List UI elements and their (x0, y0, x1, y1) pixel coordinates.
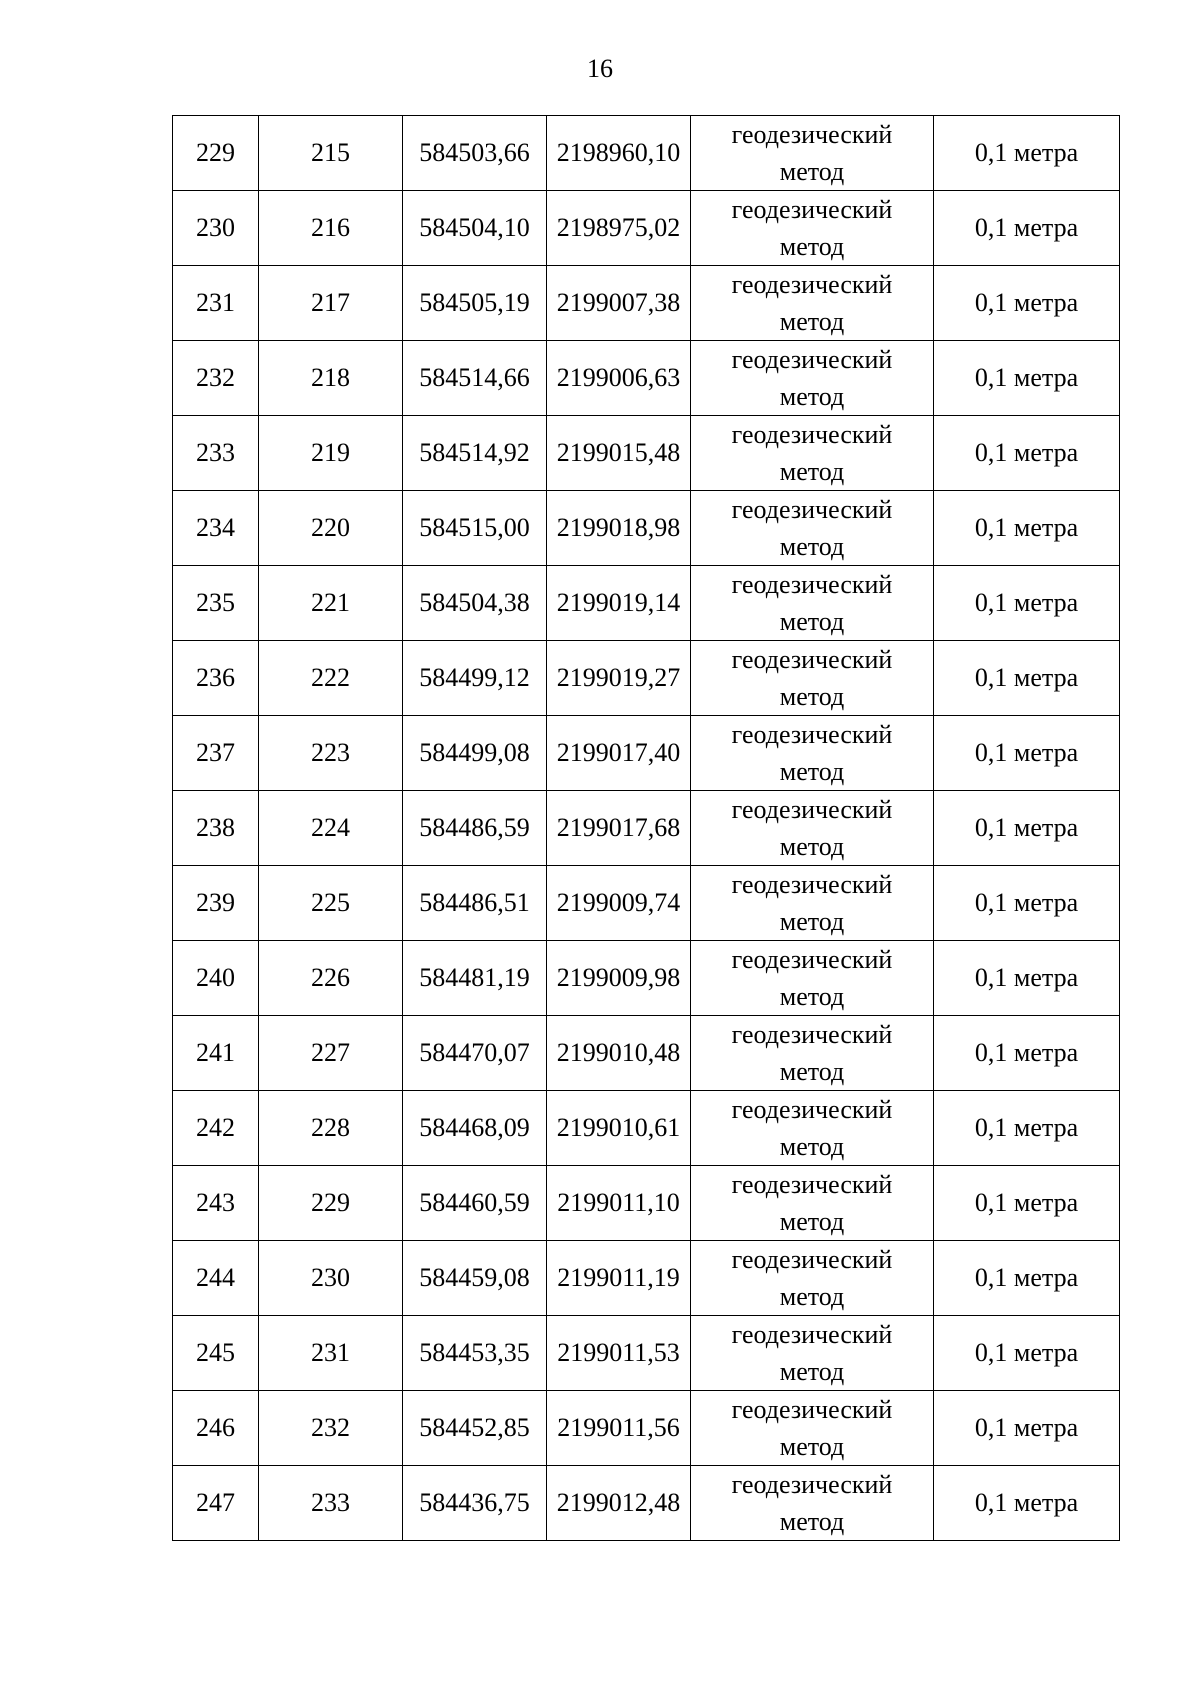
accuracy-cell: 0,1 метра (934, 641, 1120, 716)
x-coordinate-cell: 584468,09 (403, 1091, 547, 1166)
method-line-1: геодезический (731, 420, 893, 449)
method-line-1: геодезический (731, 870, 893, 899)
table-row (173, 566, 1120, 641)
y-coordinate-cell: 2199012,48 (547, 1466, 691, 1541)
table-row (173, 341, 1120, 416)
table-row (173, 416, 1120, 491)
accuracy-cell: 0,1 метра (934, 191, 1120, 266)
method-line-1: геодезический (731, 1320, 893, 1349)
method-cell (691, 1391, 934, 1466)
x-coordinate-cell: 584459,08 (403, 1241, 547, 1316)
point-number-cell: 218 (259, 341, 403, 416)
method-cell (691, 1016, 934, 1091)
x-coordinate-cell: 584486,51 (403, 866, 547, 941)
point-number-cell: 227 (259, 1016, 403, 1091)
y-coordinate-cell: 2199019,14 (547, 566, 691, 641)
table-row (173, 1091, 1120, 1166)
method-cell (691, 341, 934, 416)
accuracy-cell: 0,1 метра (934, 1241, 1120, 1316)
method-cell (691, 941, 934, 1016)
method-line-1: геодезический (731, 120, 893, 149)
method-cell (691, 116, 934, 191)
table-row (173, 266, 1120, 341)
row-number-cell: 231 (173, 266, 259, 341)
method-line-2: метод (779, 682, 845, 711)
method-cell (691, 266, 934, 341)
method-cell (691, 566, 934, 641)
point-number-cell: 223 (259, 716, 403, 791)
accuracy-cell: 0,1 метра (934, 1466, 1120, 1541)
table-row (173, 1016, 1120, 1091)
point-number-cell: 219 (259, 416, 403, 491)
x-coordinate-cell: 584503,66 (403, 116, 547, 191)
method-line-2: метод (779, 1507, 845, 1536)
method-line-2: метод (779, 532, 845, 561)
x-coordinate-cell: 584481,19 (403, 941, 547, 1016)
method-line-2: метод (779, 607, 845, 636)
row-number-cell: 240 (173, 941, 259, 1016)
point-number-cell: 216 (259, 191, 403, 266)
x-coordinate-cell: 584504,10 (403, 191, 547, 266)
method-line-2: метод (779, 1207, 845, 1236)
table-row (173, 1241, 1120, 1316)
point-number-cell: 215 (259, 116, 403, 191)
accuracy-cell: 0,1 метра (934, 1166, 1120, 1241)
method-cell (691, 1241, 934, 1316)
point-number-cell: 222 (259, 641, 403, 716)
method-cell (691, 1091, 934, 1166)
point-number-cell: 232 (259, 1391, 403, 1466)
row-number-cell: 246 (173, 1391, 259, 1466)
method-line-2: метод (779, 907, 845, 936)
x-coordinate-cell: 584504,38 (403, 566, 547, 641)
table-row (173, 716, 1120, 791)
table-row (173, 1466, 1120, 1541)
method-line-2: метод (779, 1282, 845, 1311)
row-number-cell: 235 (173, 566, 259, 641)
row-number-cell: 232 (173, 341, 259, 416)
method-cell (691, 191, 934, 266)
method-line-2: метод (779, 1132, 845, 1161)
accuracy-cell: 0,1 метра (934, 1316, 1120, 1391)
row-number-cell: 241 (173, 1016, 259, 1091)
accuracy-cell: 0,1 метра (934, 341, 1120, 416)
x-coordinate-cell: 584436,75 (403, 1466, 547, 1541)
accuracy-cell: 0,1 метра (934, 416, 1120, 491)
coordinates-table (172, 115, 1120, 1541)
row-number-cell: 242 (173, 1091, 259, 1166)
method-line-1: геодезический (731, 720, 893, 749)
row-number-cell: 237 (173, 716, 259, 791)
row-number-cell: 234 (173, 491, 259, 566)
point-number-cell: 228 (259, 1091, 403, 1166)
table-row (173, 866, 1120, 941)
table-row (173, 191, 1120, 266)
method-line-2: метод (779, 1057, 845, 1086)
point-number-cell: 217 (259, 266, 403, 341)
table-row (173, 1316, 1120, 1391)
method-cell (691, 1466, 934, 1541)
accuracy-cell: 0,1 метра (934, 566, 1120, 641)
method-line-1: геодезический (731, 795, 893, 824)
y-coordinate-cell: 2199011,53 (547, 1316, 691, 1391)
method-line-2: метод (779, 307, 845, 336)
point-number-cell: 225 (259, 866, 403, 941)
method-line-1: геодезический (731, 1395, 893, 1424)
point-number-cell: 230 (259, 1241, 403, 1316)
y-coordinate-cell: 2199017,68 (547, 791, 691, 866)
table-row (173, 791, 1120, 866)
point-number-cell: 221 (259, 566, 403, 641)
y-coordinate-cell: 2198960,10 (547, 116, 691, 191)
method-line-2: метод (779, 757, 845, 786)
method-cell (691, 791, 934, 866)
method-line-2: метод (779, 982, 845, 1011)
accuracy-cell: 0,1 метра (934, 266, 1120, 341)
method-line-2: метод (779, 1357, 845, 1386)
method-line-2: метод (779, 232, 845, 261)
point-number-cell: 224 (259, 791, 403, 866)
x-coordinate-cell: 584486,59 (403, 791, 547, 866)
accuracy-cell: 0,1 метра (934, 1016, 1120, 1091)
x-coordinate-cell: 584505,19 (403, 266, 547, 341)
y-coordinate-cell: 2198975,02 (547, 191, 691, 266)
y-coordinate-cell: 2199017,40 (547, 716, 691, 791)
table-row (173, 116, 1120, 191)
table-row (173, 941, 1120, 1016)
method-line-1: геодезический (731, 1170, 893, 1199)
method-line-1: геодезический (731, 1020, 893, 1049)
row-number-cell: 247 (173, 1466, 259, 1541)
row-number-cell: 244 (173, 1241, 259, 1316)
accuracy-cell: 0,1 метра (934, 116, 1120, 191)
table-row (173, 1166, 1120, 1241)
method-line-1: геодезический (731, 645, 893, 674)
page-number: 16 (587, 54, 613, 83)
method-line-1: геодезический (731, 270, 893, 299)
row-number-cell: 243 (173, 1166, 259, 1241)
accuracy-cell: 0,1 метра (934, 866, 1120, 941)
accuracy-cell: 0,1 метра (934, 791, 1120, 866)
method-cell (691, 491, 934, 566)
x-coordinate-cell: 584499,08 (403, 716, 547, 791)
method-cell (691, 866, 934, 941)
y-coordinate-cell: 2199011,56 (547, 1391, 691, 1466)
row-number-cell: 239 (173, 866, 259, 941)
method-cell (691, 1316, 934, 1391)
y-coordinate-cell: 2199009,98 (547, 941, 691, 1016)
accuracy-cell: 0,1 метра (934, 716, 1120, 791)
row-number-cell: 230 (173, 191, 259, 266)
method-line-1: геодезический (731, 1095, 893, 1124)
x-coordinate-cell: 584452,85 (403, 1391, 547, 1466)
method-cell (691, 716, 934, 791)
point-number-cell: 226 (259, 941, 403, 1016)
y-coordinate-cell: 2199006,63 (547, 341, 691, 416)
y-coordinate-cell: 2199015,48 (547, 416, 691, 491)
y-coordinate-cell: 2199019,27 (547, 641, 691, 716)
method-line-2: метод (779, 382, 845, 411)
method-line-1: геодезический (731, 495, 893, 524)
y-coordinate-cell: 2199010,48 (547, 1016, 691, 1091)
row-number-cell: 238 (173, 791, 259, 866)
method-line-2: метод (779, 457, 845, 486)
row-number-cell: 245 (173, 1316, 259, 1391)
accuracy-cell: 0,1 метра (934, 491, 1120, 566)
method-line-1: геодезический (731, 1245, 893, 1274)
method-line-2: метод (779, 1432, 845, 1461)
accuracy-cell: 0,1 метра (934, 941, 1120, 1016)
row-number-cell: 229 (173, 116, 259, 191)
point-number-cell: 233 (259, 1466, 403, 1541)
row-number-cell: 236 (173, 641, 259, 716)
y-coordinate-cell: 2199011,19 (547, 1241, 691, 1316)
point-number-cell: 220 (259, 491, 403, 566)
accuracy-cell: 0,1 метра (934, 1391, 1120, 1466)
y-coordinate-cell: 2199007,38 (547, 266, 691, 341)
method-line-1: геодезический (731, 345, 893, 374)
x-coordinate-cell: 584499,12 (403, 641, 547, 716)
point-number-cell: 231 (259, 1316, 403, 1391)
method-cell (691, 1166, 934, 1241)
y-coordinate-cell: 2199011,10 (547, 1166, 691, 1241)
coordinates-table-body (173, 116, 1120, 1541)
x-coordinate-cell: 584460,59 (403, 1166, 547, 1241)
method-cell (691, 641, 934, 716)
method-line-1: геодезический (731, 195, 893, 224)
y-coordinate-cell: 2199009,74 (547, 866, 691, 941)
row-number-cell: 233 (173, 416, 259, 491)
method-line-1: геодезический (731, 945, 893, 974)
table-row (173, 1391, 1120, 1466)
x-coordinate-cell: 584514,92 (403, 416, 547, 491)
method-line-1: геодезический (731, 1470, 893, 1499)
x-coordinate-cell: 584470,07 (403, 1016, 547, 1091)
x-coordinate-cell: 584514,66 (403, 341, 547, 416)
accuracy-cell: 0,1 метра (934, 1091, 1120, 1166)
x-coordinate-cell: 584515,00 (403, 491, 547, 566)
table-row (173, 491, 1120, 566)
point-number-cell: 229 (259, 1166, 403, 1241)
method-line-2: метод (779, 157, 845, 186)
table-row (173, 641, 1120, 716)
method-line-2: метод (779, 832, 845, 861)
y-coordinate-cell: 2199010,61 (547, 1091, 691, 1166)
x-coordinate-cell: 584453,35 (403, 1316, 547, 1391)
y-coordinate-cell: 2199018,98 (547, 491, 691, 566)
method-cell (691, 416, 934, 491)
method-line-1: геодезический (731, 570, 893, 599)
